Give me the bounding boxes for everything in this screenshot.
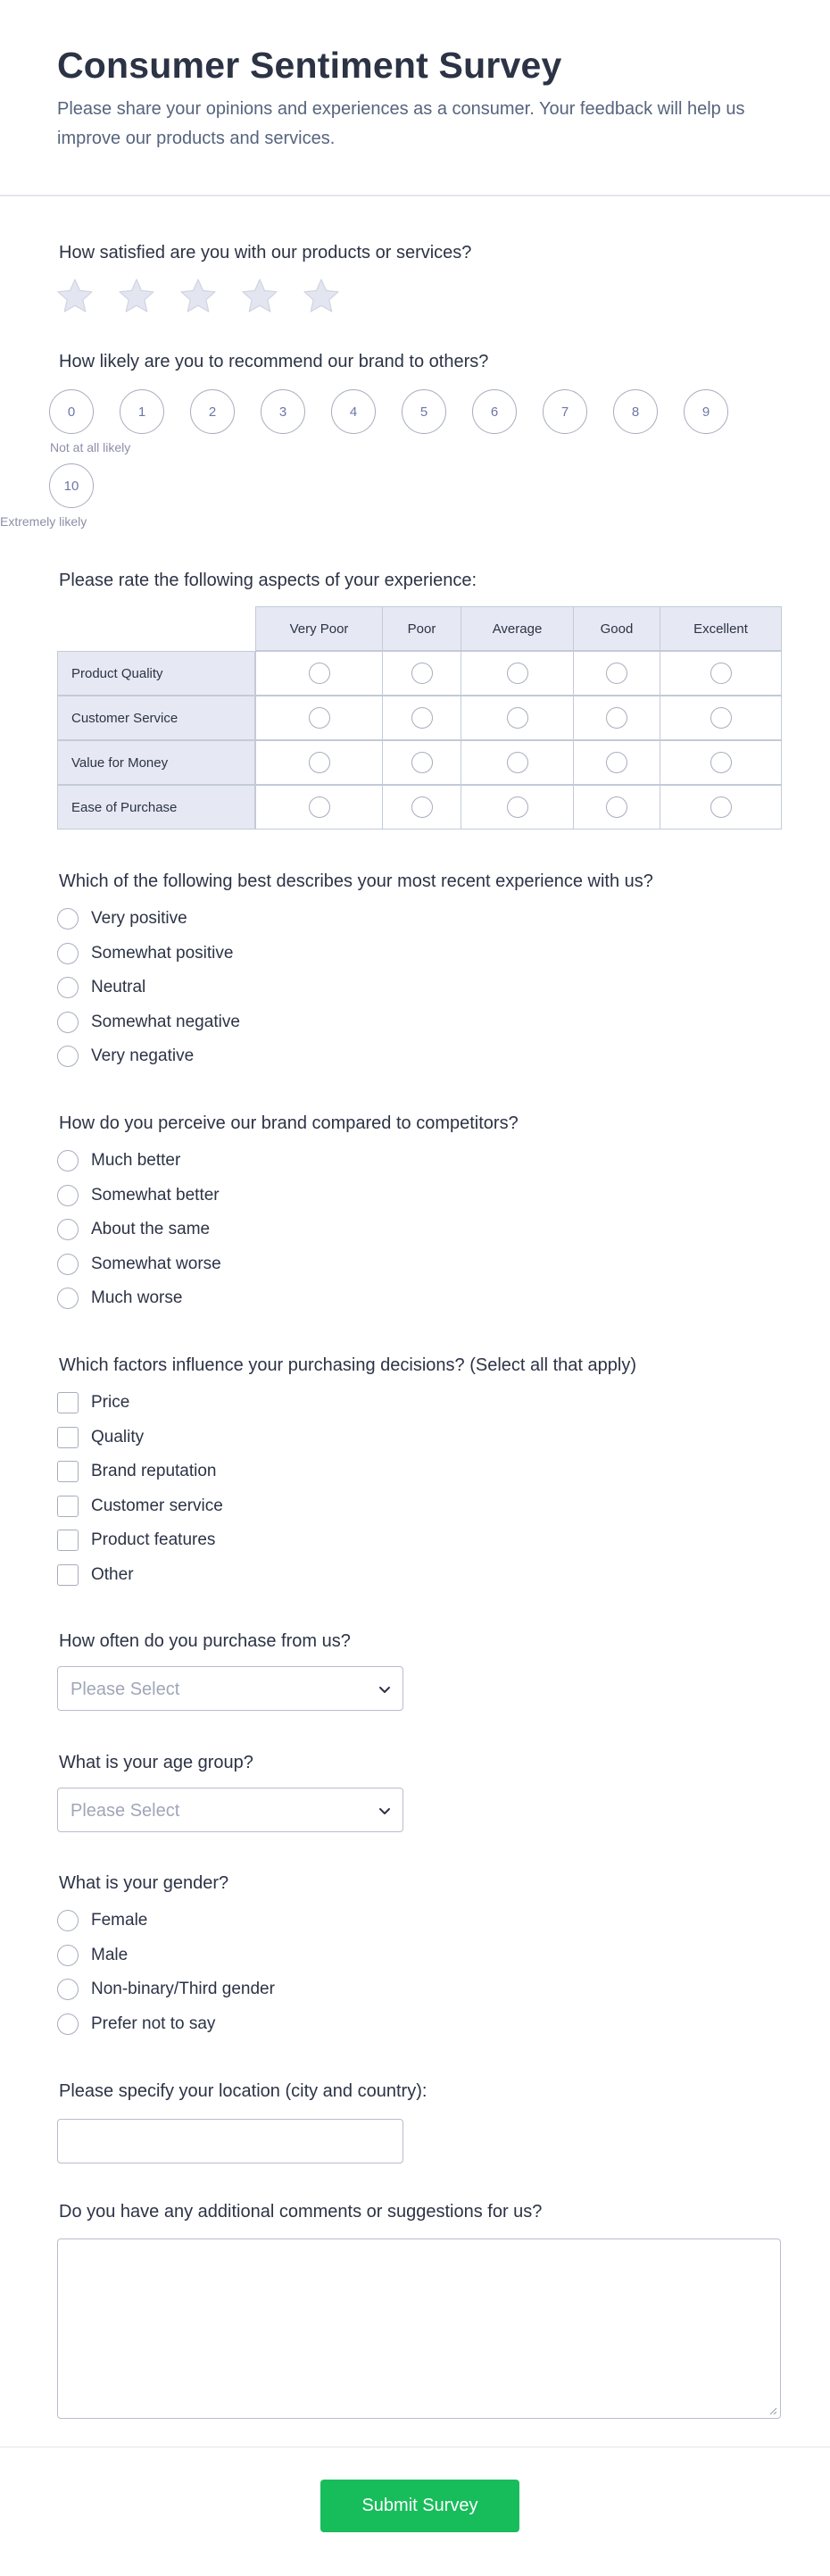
matrix-column-header: Good [573,606,660,651]
matrix-column-header: Poor [382,606,461,651]
scale-option-10[interactable]: 10 [49,463,94,508]
competitors-question-label: How do you perceive our brand compared to competitors? [59,1113,519,1133]
chevron-down-icon [378,1682,392,1696]
option-label: Price [91,1393,130,1412]
matrix-cell [255,696,383,740]
option-label: Somewhat positive [91,943,234,963]
matrix-row-label: Ease of Purchase [57,785,255,829]
option-label: Male [91,1945,129,1964]
competitors-option[interactable] [57,1184,220,1207]
factors-option[interactable] [57,1529,215,1552]
experience-option[interactable] [57,907,187,930]
factors-option[interactable] [57,1563,134,1587]
radio-button[interactable] [57,1219,79,1240]
checkbox[interactable] [57,1392,79,1413]
recommend-question-label: How likely are you to recommend our brand to others? [59,352,489,371]
competitors-option[interactable] [57,1287,182,1310]
experience-option[interactable] [57,1045,194,1068]
experience-option[interactable] [57,1011,240,1034]
experience-option[interactable] [57,942,233,965]
checkbox[interactable] [57,1461,79,1482]
comments-textarea[interactable] [57,2238,781,2419]
matrix-cell [660,785,782,829]
matrix-row-label: Value for Money [57,740,255,785]
matrix-radio[interactable] [507,752,528,773]
scale-option-8[interactable]: 8 [613,389,658,434]
option-label: Other [91,1564,134,1584]
matrix-cell [382,696,461,740]
page-title: Consumer Sentiment Survey [57,45,562,86]
scale-high-label: Extremely likely [0,514,87,529]
matrix-radio[interactable] [710,663,732,684]
matrix-row-label: Product Quality [57,651,255,696]
radio-button[interactable] [57,2013,79,2035]
matrix-radio[interactable] [309,752,330,773]
competitors-option[interactable] [57,1218,210,1241]
factors-question-label: Which factors influence your purchasing decisions? (Select all that apply) [59,1355,636,1375]
matrix-cell [461,785,574,829]
frequency-question-label: How often do you purchase from us? [59,1631,351,1651]
radio-button[interactable] [57,1288,79,1309]
radio-button[interactable] [57,977,79,998]
age-select-placeholder: Please Select [71,1801,180,1821]
option-label: Much worse [91,1288,183,1307]
checkbox[interactable] [57,1496,79,1517]
option-label: Non-binary/Third gender [91,1980,275,1998]
option-label: Somewhat negative [91,1012,240,1031]
checkbox[interactable] [57,1530,79,1551]
radio-button[interactable] [57,1012,79,1033]
matrix-radio[interactable] [606,796,627,818]
matrix-radio[interactable] [411,663,433,684]
checkbox[interactable] [57,1564,79,1586]
scale-option-6[interactable]: 6 [472,389,517,434]
option-label: Somewhat better [91,1185,220,1205]
matrix-cell [573,740,660,785]
matrix-radio[interactable] [309,796,330,818]
rating-matrix [57,606,781,829]
radio-button[interactable] [57,1910,79,1931]
scale-option-1[interactable]: 1 [120,389,164,434]
matrix-question-label: Please rate the following aspects of your experience: [59,571,477,590]
option-label: Product features [91,1530,216,1549]
star-icon[interactable] [240,277,279,316]
competitors-option[interactable] [57,1253,221,1276]
scale-option-3[interactable]: 3 [261,389,305,434]
matrix-radio[interactable] [507,663,528,684]
factors-option[interactable] [57,1426,144,1449]
experience-option[interactable] [57,976,145,999]
radio-button[interactable] [57,943,79,964]
experience-question-label: Which of the following best describes your most recent experience with us? [59,871,653,891]
radio-button[interactable] [57,1185,79,1206]
matrix-radio[interactable] [411,752,433,773]
matrix-cell [660,696,782,740]
matrix-cell [660,651,782,696]
chevron-down-icon [378,1804,392,1818]
option-label: Much better [91,1151,181,1170]
matrix-cell [461,651,574,696]
option-label: Very positive [91,909,187,928]
radio-button[interactable] [57,1254,79,1275]
checkbox[interactable] [57,1427,79,1448]
matrix-cell [461,696,574,740]
gender-option[interactable] [57,1909,147,1932]
star-icon[interactable] [302,277,341,316]
matrix-column-header: Average [461,606,574,651]
matrix-radio[interactable] [507,796,528,818]
matrix-cell [382,651,461,696]
matrix-cell [573,785,660,829]
option-label: Female [91,1911,148,1930]
matrix-radio[interactable] [507,707,528,729]
page-description: Please share your opinions and experiences as a consumer. Your feedback will help us improve our products and services. [57,99,745,148]
option-label: Very negative [91,1046,195,1065]
matrix-cell [382,785,461,829]
matrix-radio[interactable] [710,752,732,773]
radio-button[interactable] [57,1945,79,1966]
frequency-select[interactable] [57,1666,403,1711]
matrix-radio[interactable] [309,707,330,729]
radio-button[interactable] [57,908,79,930]
gender-option[interactable] [57,2013,215,2036]
gender-question-label: What is your gender? [59,1873,229,1893]
location-input[interactable] [57,2119,403,2163]
matrix-radio[interactable] [606,752,627,773]
scale-option-5[interactable]: 5 [402,389,446,434]
scale-option-7[interactable]: 7 [543,389,587,434]
satisfaction-question-label: How satisfied are you with our products or services? [59,243,472,263]
radio-button[interactable] [57,1979,79,2000]
matrix-radio[interactable] [309,663,330,684]
matrix-cell [255,740,383,785]
scale-option-4[interactable]: 4 [331,389,376,434]
factors-option[interactable] [57,1495,223,1518]
matrix-radio[interactable] [411,707,433,729]
matrix-cell [255,651,383,696]
matrix-cell [461,740,574,785]
radio-button[interactable] [57,1150,79,1171]
scale-option-9[interactable]: 9 [684,389,728,434]
submit-button[interactable]: Submit Survey [320,2480,519,2532]
matrix-cell [573,696,660,740]
matrix-column-header: Very Poor [255,606,383,651]
matrix-cell [255,785,383,829]
matrix-radio[interactable] [606,663,627,684]
option-label: Prefer not to say [91,2013,216,2033]
star-icon[interactable] [178,277,218,316]
radio-button[interactable] [57,1046,79,1067]
age-question-label: What is your age group? [59,1753,253,1772]
star-icon[interactable] [55,277,95,316]
comments-question-label: Do you have any additional comments or suggestions for us? [59,2202,543,2222]
option-label: Quality [91,1427,145,1446]
scale-low-label: Not at all likely [50,440,131,454]
factors-option[interactable] [57,1460,217,1483]
competitors-option[interactable] [57,1149,180,1172]
scale-option-2[interactable]: 2 [190,389,235,434]
location-question-label: Please specify your location (city and country): [59,2081,427,2101]
matrix-column-header: Excellent [660,606,782,651]
factors-option[interactable] [57,1391,129,1414]
option-label: Customer service [91,1496,223,1515]
resize-handle-icon[interactable] [767,2405,777,2415]
option-label: Somewhat worse [91,1254,221,1273]
gender-option[interactable] [57,1978,275,2001]
matrix-cell [660,740,782,785]
matrix-radio[interactable] [710,796,732,818]
matrix-radio[interactable] [606,707,627,729]
age-select[interactable] [57,1788,403,1832]
option-label: Neutral [91,978,146,996]
option-label: Brand reputation [91,1462,217,1480]
option-label: About the same [91,1220,211,1238]
star-icon[interactable] [117,277,156,316]
matrix-radio[interactable] [710,707,732,729]
scale-option-0[interactable]: 0 [49,389,94,434]
gender-option[interactable] [57,1944,128,1967]
matrix-radio[interactable] [411,796,433,818]
matrix-cell [382,740,461,785]
form-header [0,0,830,196]
matrix-cell [573,651,660,696]
matrix-row-label: Customer Service [57,696,255,740]
frequency-select-placeholder: Please Select [71,1680,180,1699]
